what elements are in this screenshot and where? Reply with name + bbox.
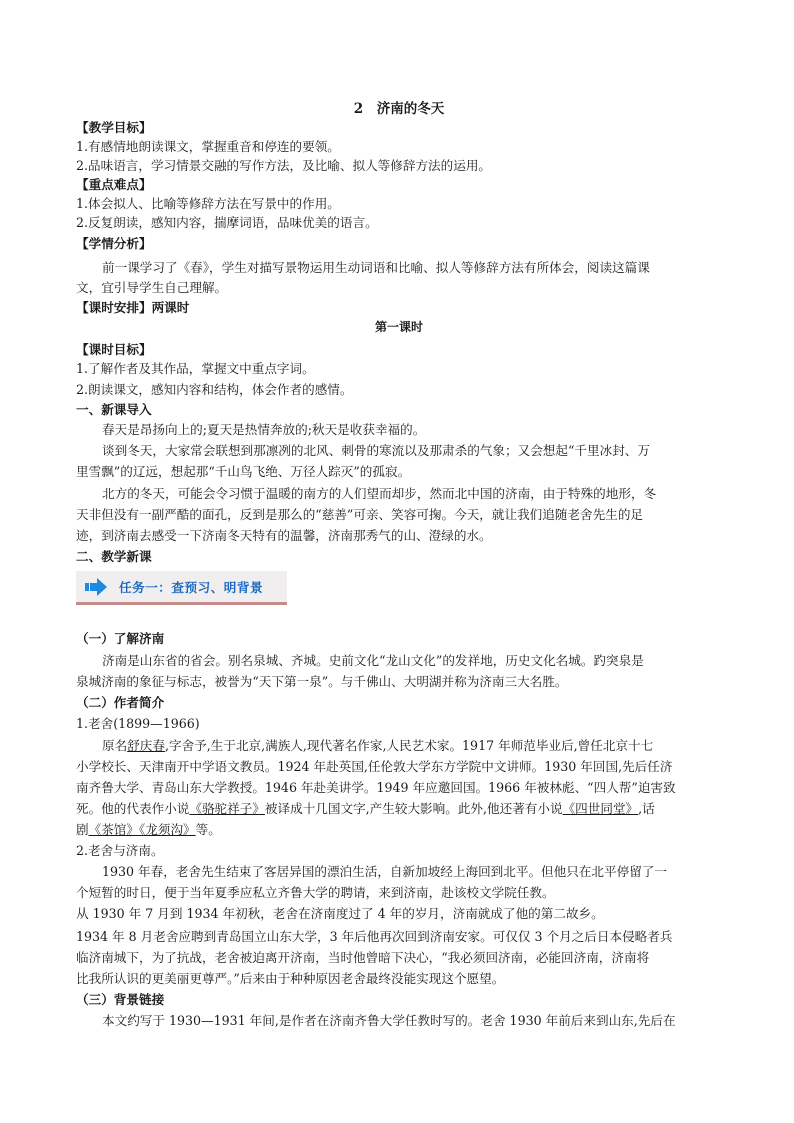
- text-line: 从 1930 年 7 月到 1934 年初秋，老舍在济南度过了 4 年的岁月，济南就成了他的第二故乡。: [76, 906, 604, 921]
- text-line: 前一课学习了《春》，学生对描写景物运用生动词语和比喻、拟人等修辞方法有所体会，阅读这篇课: [102, 260, 650, 275]
- section-heading: （一）了解济南: [76, 631, 165, 646]
- text-line: 2.朗读课文，感知内容和结构，体会作者的感情。: [76, 382, 353, 397]
- section-heading: 【重点难点】: [76, 177, 152, 192]
- text-line: 1934 年 8 月老舍应聘到青岛国立山东大学，3 年后他再次回到济南安家。可仅仅 3 个月之后日本侵略者兵: [76, 929, 673, 944]
- text-line: 谈到冬天，大家常会联想到那凛冽的北风、刺骨的寒流以及那肃杀的气象；又会想起“千里冰封、万: [102, 443, 650, 458]
- text-line: 里雪飘”的辽远，想起那“千山鸟飞绝、万径人踪灭”的孤寂。: [76, 464, 411, 479]
- text-line: 迹，到济南去感受一下济南冬天特有的温馨，济南那秀气的山、澄绿的水。: [76, 528, 492, 543]
- text-line: 1.有感情地朗读课文，掌握重音和停连的要领。: [76, 139, 340, 154]
- underlined-title: 《龙须沟》: [138, 822, 196, 837]
- section-heading: （三）背景链接: [76, 992, 165, 1007]
- text-line: 春天是昂扬向上的;夏天是热情奔放的;秋天是收获幸福的。: [102, 422, 426, 437]
- section-heading: 二、教学新课: [76, 549, 152, 564]
- text-line: 1.老舍(1899—1966): [76, 716, 200, 731]
- text-line: 南齐鲁大学、青岛山东大学教授。1946 年赴美讲学。1949 年应邀回国。1966 年被林彪、“四人帮”迫害致: [76, 780, 676, 795]
- section-heading: 【学情分析】: [76, 236, 152, 251]
- text-line: 1930 年春，老舍先生结束了客居异国的漂泊生活，自新加坡经上海回到北平。但他只在北平停留了一: [102, 864, 667, 879]
- text-line: [76, 799, 722, 818]
- page-title: 2 济南的冬天: [353, 101, 445, 117]
- text-line: 比我所认识的更美丽更尊严。”后来由于种种原因老舍最终没能实现这个愿望。: [76, 971, 505, 986]
- text-run: ,字舍予,生于北京,满族人,现代著名作家,人民艺术家。1917 年师范毕业后,曾任北京十七: [164, 738, 654, 753]
- text-run: 等。: [195, 822, 221, 837]
- text-run: 剧: [76, 822, 89, 837]
- section-heading: 【课时目标】: [76, 342, 152, 357]
- text-run: ,话: [638, 801, 655, 816]
- text-line: 济南是山东省的省会。别名泉城、齐城。史前文化“龙山文化”的发祥地，历史文化名城。趵突泉是: [102, 653, 644, 668]
- text-line: 2.老舍与济南。: [76, 843, 164, 858]
- text-line: [76, 820, 722, 839]
- underlined-name: 舒庆春: [127, 738, 165, 753]
- text-line: 1.了解作者及其作品，掌握文中重点字词。: [76, 361, 315, 376]
- section-heading: 【教学目标】: [76, 120, 152, 135]
- lesson-heading: 第一课时: [374, 320, 423, 334]
- text-line: 泉城济南的象征与标志，被誉为“天下第一泉”。与千佛山、大明湖并称为济南三大名胜。: [76, 674, 568, 689]
- text-line: 文，宜引导学生自己理解。: [76, 280, 228, 295]
- text-line: 2.品味语言，学习情景交融的写作方法，及比喻、拟人等修辞方法的运用。: [76, 158, 492, 173]
- text-line: 天非但没有一副严酷的面孔，反到是那么的“慈善”可亲、笑容可掬。今天，就让我们追随老舍先生的足: [76, 507, 644, 522]
- text-line: 2.反复朗读，感知内容，揣摩词语，品味优美的语言。: [76, 215, 378, 230]
- section-heading: 一、新课导入: [76, 402, 152, 417]
- text-line: 1.体会拟人、比喻等修辞方法在写景中的作用。: [76, 196, 340, 211]
- task-label: 任务一：查预习、明背景: [119, 580, 264, 595]
- underlined-title: 《四世同堂》: [562, 801, 639, 816]
- text-line: 北方的冬天，可能会令习惯于温暖的南方的人们望而却步，然而北中国的济南，由于特殊的地形，冬: [102, 486, 657, 501]
- underlined-title: 《骆驼祥子》: [189, 801, 265, 816]
- section-heading: （二）作者简介: [76, 695, 165, 710]
- task-banner: [76, 571, 287, 605]
- text-line: [76, 736, 722, 755]
- text-run: 原名: [102, 738, 128, 753]
- text-line: 小学校长、天津南开中学语文教员。1924 年赴英国,任伦敦大学东方学院中文讲师。1930 年回国,先后任济: [76, 759, 673, 774]
- underlined-title: 《茶馆》: [88, 822, 139, 837]
- arrow-right-icon: [85, 578, 107, 596]
- text-run: 死。他的代表作小说: [76, 801, 190, 816]
- text-run: 被译成十几国文字,产生较大影响。此外,他还著有小说: [264, 801, 563, 816]
- text-line: 本文约写于 1930—1931 年间,是作者在济南齐鲁大学任教时写的。老舍 1930 年前后来到山东,先后在: [102, 1013, 676, 1028]
- text-line: 个短暂的时日，便于当年夏季应私立齐鲁大学的聘请，来到济南，赴该校文学院任教。: [76, 885, 555, 900]
- text-line: 临济南城下，为了抗战，老舍被迫离开济南，当时他曾暗下决心，“我必须回济南，必能回济南，济南将: [76, 950, 650, 965]
- section-heading: 【课时安排】两课时: [76, 300, 190, 315]
